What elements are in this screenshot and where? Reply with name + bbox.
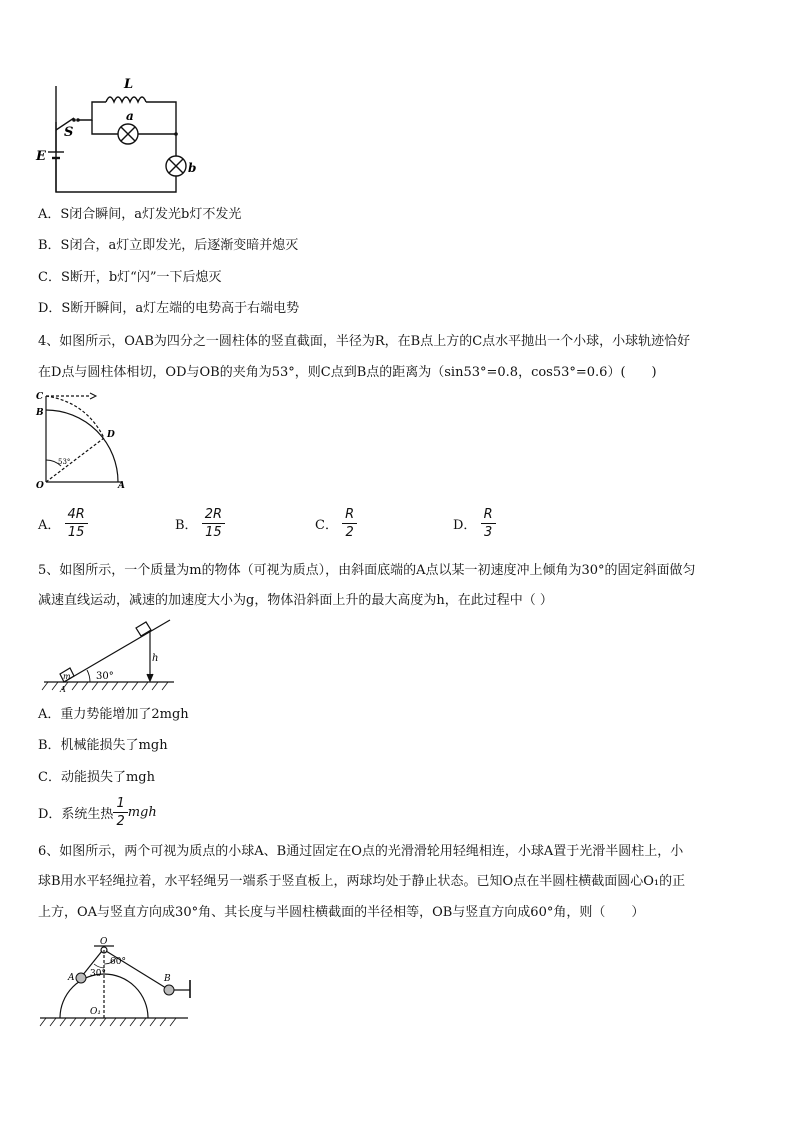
label-h: h (152, 653, 159, 664)
q4-option-a-fraction (65, 506, 88, 541)
q3-option-d: D．S断开瞬间，a灯左端的电势高于右端电势 (38, 301, 300, 316)
numerator: 2R (202, 506, 225, 524)
q5-option-d-fraction (113, 795, 127, 830)
label-O1: O₁ (90, 1007, 101, 1017)
denominator: 3 (483, 525, 493, 540)
q6-stem-line1: 6、如图所示，两个可视为质点的小球A、B通过固定在O点的光滑滑轮用轻绳相连，小球A置于光滑半圆柱上，小 (38, 844, 684, 859)
q5-option-d-tail: mgh (127, 805, 157, 820)
numerator: R (481, 506, 496, 524)
q4-option-d (453, 506, 496, 541)
q5-option-d-label: D．系统生热 (38, 807, 114, 822)
label-A: A (118, 481, 125, 491)
denominator: 2 (116, 814, 125, 829)
label-A: A (68, 973, 75, 983)
q3-option-a: A．S闭合瞬间，a灯发光b灯不发光 (38, 207, 242, 222)
label-angle-60: 60° (110, 957, 126, 967)
denominator: 15 (205, 525, 222, 540)
q4-option-d-label: D． (453, 518, 477, 533)
label-L: L (124, 77, 134, 92)
pulley-figure (38, 936, 198, 1028)
numerator: 4R (65, 506, 88, 524)
label-D: D (107, 430, 115, 440)
label-angle: 53° (58, 458, 71, 466)
denominator: 2 (345, 525, 354, 540)
label-B: B (36, 408, 44, 418)
q3-option-c: C．S断开，b灯“闪”一下后熄灭 (38, 270, 222, 285)
label-O: O (36, 481, 44, 491)
label-E: E (36, 149, 46, 164)
incline-figure (38, 616, 178, 694)
q4-stem-line1: 4、如图所示，OAB为四分之一圆柱体的竖直截面，半径为R，在B点上方的C点水平抛出一个小球，小球轨迹恰好 (38, 334, 691, 349)
q5-option-a: A．重力势能增加了2mgh (38, 707, 189, 722)
q5-stem-line2: 减速直线运动，减速的加速度大小为g，物体沿斜面上升的最大高度为h，在此过程中（ ） (38, 593, 553, 608)
q4-option-c (315, 506, 357, 541)
q4-option-b-label: B． (175, 518, 198, 533)
label-b: b (188, 161, 197, 175)
q4-option-b (175, 506, 225, 541)
label-angle: 30° (96, 671, 114, 682)
q4-option-b-fraction (202, 506, 225, 541)
q4-option-a (38, 506, 88, 541)
q5-option-d (38, 795, 157, 830)
label-A: A (60, 685, 66, 694)
label-B: B (164, 974, 171, 984)
q4-option-c-fraction (342, 506, 357, 541)
label-S: S (64, 125, 74, 140)
numerator: 1 (113, 795, 127, 813)
q4-option-a-label: A． (38, 518, 61, 533)
q5-stem-line1: 5、如图所示，一个质量为m的物体（可视为质点），由斜面底端的A点以某一初速度冲上倾角为30°的固定斜面做匀 (38, 563, 696, 578)
label-O: O (100, 937, 108, 947)
circuit-figure (34, 72, 204, 198)
numerator: R (342, 506, 357, 524)
q5-option-c: C．动能损失了mgh (38, 770, 155, 785)
q6-stem-line2: 球B用水平轻绳拉着，水平轻绳另一端系于竖直板上，两球均处于静止状态。已知O点在半圆柱横截面圆心O₁的正 (38, 874, 686, 889)
q4-option-d-fraction (481, 506, 496, 541)
q3-option-b: B．S闭合，a灯立即发光，后逐渐变暗并熄灭 (38, 238, 299, 253)
label-m: m (63, 672, 71, 681)
label-a: a (126, 109, 134, 123)
quarter-cylinder-figure (34, 388, 134, 492)
q4-stem-line2: 在D点与圆柱体相切，OD与OB的夹角为53°，则C点到B点的距离为（sin53°=0.8，cos53°=0.6）( ) (38, 365, 657, 380)
denominator: 15 (67, 525, 85, 540)
q6-stem-line3: 上方，OA与竖直方向成30°角、其长度与半圆柱横截面的半径相等，OB与竖直方向成60°角，则（ ） (38, 905, 645, 920)
q5-option-b: B．机械能损失了mgh (38, 738, 168, 753)
label-C: C (36, 392, 44, 402)
q4-option-c-label: C． (315, 518, 338, 533)
label-angle-30: 30° (90, 969, 106, 979)
